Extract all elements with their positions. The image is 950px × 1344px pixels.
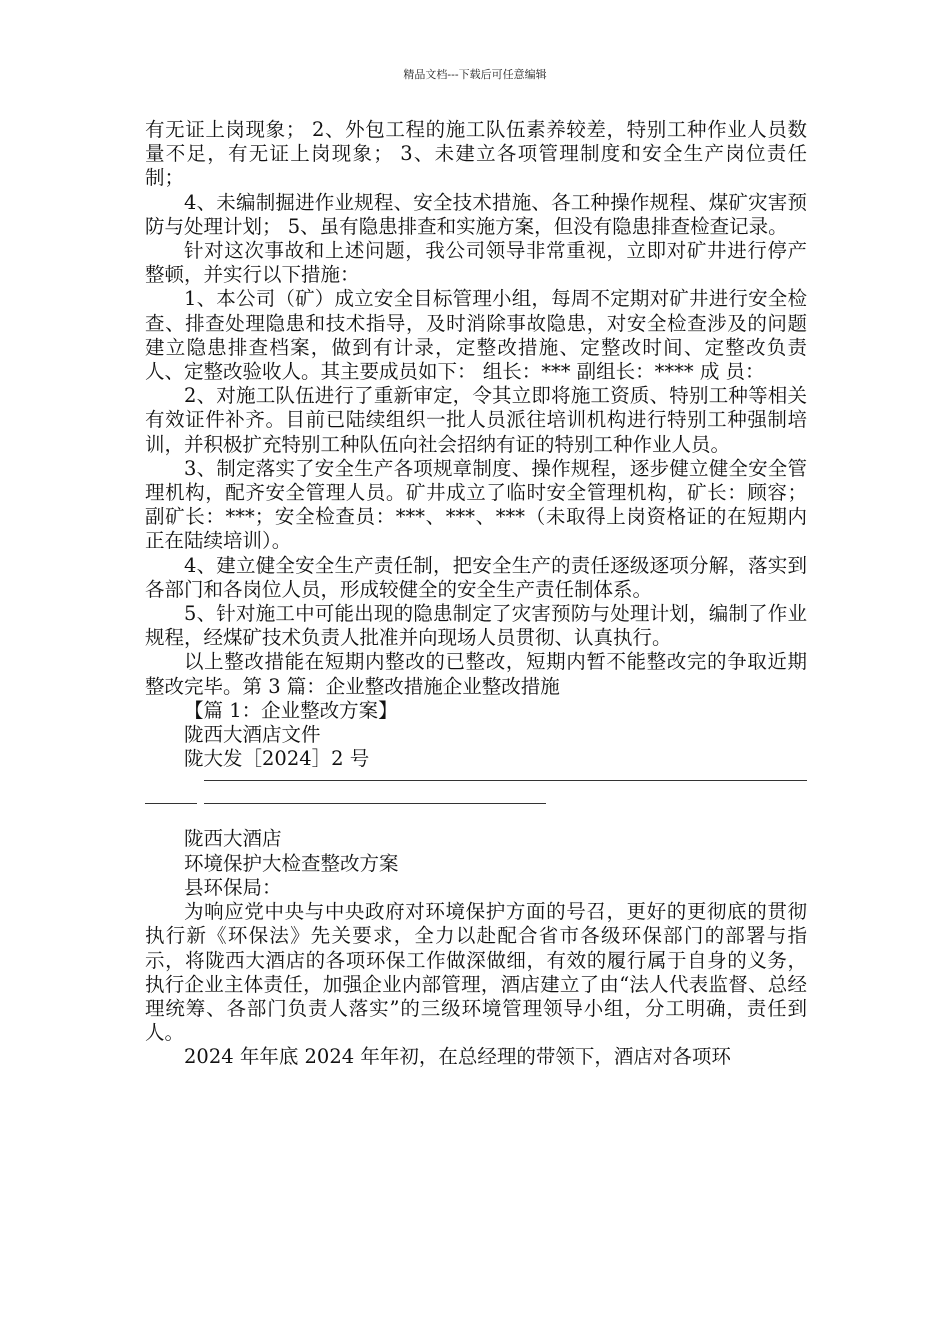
document-body — [145, 118, 807, 1070]
paragraph: 3、制定落实了安全生产各项规章制度、操作规程，逐步健立健全安全管理机构，配齐安全管理人员。矿井成立了临时安全管理机构，矿长：顾容；副矿长：***；安全检查员：***、***、***（未取得上岗资格证的在短期内正在陆续培训）。 — [145, 456, 807, 553]
section-heading: 【篇 1：企业整改方案】 — [184, 698, 398, 722]
separator-line — [204, 803, 546, 804]
page-header: 精品文档---下载后可任意编辑 — [403, 68, 547, 81]
separator-lines — [145, 771, 807, 827]
document-number: 陇大发［2024］2 号 — [184, 747, 370, 771]
paragraph: 针对这次事故和上述问题，我公司领导非常重视，立即对矿井进行停产整顿，并实行以下措施： — [145, 239, 807, 287]
paragraph: 以上整改措能在短期内整改的已整改，短期内暂不能整改完的争取近期整改完毕。第 3 篇：企业整改措施企业整改措施 — [145, 650, 807, 698]
paragraph: 4、建立健全安全生产责任制，把安全生产的责任逐级逐项分解，落实到各部门和各岗位人员，形成较健全的安全生产责任制体系。 — [145, 553, 807, 601]
paragraph: 5、针对施工中可能出现的隐患制定了灾害预防与处理计划，编制了作业规程，经煤矿技术负责人批准并向现场人员贯彻、认真执行。 — [145, 602, 807, 650]
separator-line — [145, 803, 197, 804]
document-issuer: 陇西大酒店文件 — [184, 723, 321, 747]
separator-line — [204, 780, 807, 781]
paragraph: 有无证上岗现象； 2、外包工程的施工队伍素养较差，特别工种作业人员数量不足，有无证上岗现象； 3、未建立各项管理制度和安全生产岗位责任制； — [145, 118, 807, 190]
paragraph: 2、对施工队伍进行了重新审定，令其立即将施工资质、特别工种等相关有效证件补齐。目前已陆续组织一批人员派往培训机构进行特别工种强制培训，并积极扩充特别工种队伍向社会招纳有证的特别工种作业人员。 — [145, 384, 807, 456]
organization-name: 陇西大酒店 — [184, 827, 282, 851]
paragraph: 为响应党中央与中央政府对环境保护方面的号召，更好的更彻底的贯彻执行新《环保法》先关要求，全力以赴配合省市各级环保部门的部署与指示，将陇西大酒店的各项环保工作做深做细，有效的履行属于自身的义务，执行企业主体责任，加强企业内部管理，酒店建立了由“法人代表监督、总经理统筹、各部门负责人落实”的三级环境管理领导小组，分工明确，责任到人。 — [145, 900, 807, 1045]
addressee: 县环保局： — [184, 875, 282, 899]
document-title: 环境保护大检查整改方案 — [184, 851, 399, 875]
paragraph: 1、本公司（矿）成立安全目标管理小组，每周不定期对矿井进行安全检查、排查处理隐患和技术指导，及时消除事故隐患，对安全检查涉及的问题建立隐患排查档案，做到有计录，定整改措施、定整改时间、定整改负责人、定整改验收人。其主要成员如下： 组长：*** 副组长：**** 成 员： — [145, 287, 807, 384]
paragraph: 2024 年年底 2024 年年初，在总经理的带领下，酒店对各项环 — [184, 1045, 731, 1069]
paragraph: 4、未编制掘进作业规程、安全技术措施、各工种操作规程、煤矿灾害预防与处理计划； 5、虽有隐患排查和实施方案，但没有隐患排查检查记录。 — [145, 190, 807, 238]
